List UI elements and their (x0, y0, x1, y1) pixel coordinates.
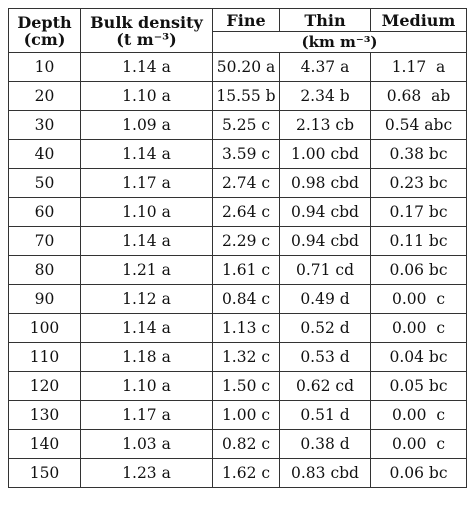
cell-thin: 0.83 cbd (280, 459, 371, 488)
cell-fine: 2.29 c (213, 227, 280, 256)
cell-thin: 0.49 d (280, 285, 371, 314)
cell-fine: 3.59 c (213, 140, 280, 169)
header-depth-unit: (cm) (23, 29, 66, 49)
cell-medium: 0.06 bc (371, 256, 467, 285)
cell-fine: 1.13 c (213, 314, 280, 343)
table-header (9, 9, 467, 53)
cell-depth: 120 (9, 372, 81, 401)
header-fine: Fine (213, 9, 280, 32)
cell-bulk-density: 1.14 a (81, 314, 213, 343)
cell-medium: 0.17 bc (371, 198, 467, 227)
cell-thin: 0.38 d (280, 430, 371, 459)
cell-fine: 2.64 c (213, 198, 280, 227)
cell-medium: 0.00 c (371, 430, 467, 459)
cell-thin: 0.98 cbd (280, 169, 371, 198)
header-thin: Thin (280, 9, 371, 32)
cell-medium: 0.00 c (371, 401, 467, 430)
cell-depth: 60 (9, 198, 81, 227)
cell-medium: 0.54 abc (371, 111, 467, 140)
cell-depth: 90 (9, 285, 81, 314)
cell-fine: 1.32 c (213, 343, 280, 372)
table-row (9, 372, 467, 401)
cell-depth: 110 (9, 343, 81, 372)
cell-medium: 0.00 c (371, 285, 467, 314)
cell-bulk-density: 1.09 a (81, 111, 213, 140)
header-bulk-density (81, 9, 213, 53)
table-row (9, 430, 467, 459)
cell-bulk-density: 1.21 a (81, 256, 213, 285)
table-row (9, 401, 467, 430)
cell-bulk-density: 1.14 a (81, 53, 213, 82)
cell-medium: 0.68 ab (371, 82, 467, 111)
table-row (9, 256, 467, 285)
data-table (8, 8, 467, 488)
table-body (9, 53, 467, 488)
cell-medium: 0.38 bc (371, 140, 467, 169)
cell-thin: 2.34 b (280, 82, 371, 111)
cell-thin: 0.94 cbd (280, 198, 371, 227)
header-root-unit: (km m⁻³) (213, 32, 467, 53)
cell-fine: 15.55 b (213, 82, 280, 111)
cell-fine: 50.20 a (213, 53, 280, 82)
cell-medium: 0.05 bc (371, 372, 467, 401)
header-depth (9, 9, 81, 53)
cell-fine: 0.82 c (213, 430, 280, 459)
cell-depth: 70 (9, 227, 81, 256)
cell-bulk-density: 1.10 a (81, 372, 213, 401)
table-row (9, 140, 467, 169)
cell-fine: 1.61 c (213, 256, 280, 285)
cell-thin: 2.13 cb (280, 111, 371, 140)
cell-thin: 1.00 cbd (280, 140, 371, 169)
cell-bulk-density: 1.12 a (81, 285, 213, 314)
cell-thin: 0.51 d (280, 401, 371, 430)
cell-medium: 0.00 c (371, 314, 467, 343)
cell-medium: 0.11 bc (371, 227, 467, 256)
cell-medium: 1.17 a (371, 53, 467, 82)
cell-bulk-density: 1.17 a (81, 401, 213, 430)
table-row (9, 343, 467, 372)
cell-thin: 4.37 a (280, 53, 371, 82)
cell-depth: 130 (9, 401, 81, 430)
cell-thin: 0.71 cd (280, 256, 371, 285)
cell-bulk-density: 1.18 a (81, 343, 213, 372)
cell-thin: 0.62 cd (280, 372, 371, 401)
cell-bulk-density: 1.14 a (81, 227, 213, 256)
cell-bulk-density: 1.10 a (81, 198, 213, 227)
cell-medium: 0.23 bc (371, 169, 467, 198)
header-medium: Medium (371, 9, 467, 32)
table-row (9, 111, 467, 140)
cell-depth: 100 (9, 314, 81, 343)
cell-fine: 1.50 c (213, 372, 280, 401)
cell-depth: 140 (9, 430, 81, 459)
cell-thin: 0.52 d (280, 314, 371, 343)
cell-fine: 0.84 c (213, 285, 280, 314)
table-row (9, 227, 467, 256)
cell-depth: 20 (9, 82, 81, 111)
cell-depth: 80 (9, 256, 81, 285)
cell-bulk-density: 1.14 a (81, 140, 213, 169)
header-bulk-density-label: Bulk density (90, 12, 203, 32)
table-container (8, 8, 467, 488)
cell-depth: 40 (9, 140, 81, 169)
table-row (9, 314, 467, 343)
cell-depth: 10 (9, 53, 81, 82)
cell-bulk-density: 1.03 a (81, 430, 213, 459)
table-row (9, 82, 467, 111)
cell-fine: 1.00 c (213, 401, 280, 430)
cell-bulk-density: 1.23 a (81, 459, 213, 488)
cell-thin: 0.94 cbd (280, 227, 371, 256)
cell-fine: 5.25 c (213, 111, 280, 140)
header-depth-label: Depth (17, 12, 72, 32)
cell-depth: 50 (9, 169, 81, 198)
cell-fine: 1.62 c (213, 459, 280, 488)
table-row (9, 285, 467, 314)
header-bulk-density-unit: (t m⁻³) (116, 29, 177, 49)
cell-medium: 0.06 bc (371, 459, 467, 488)
table-row (9, 53, 467, 82)
cell-fine: 2.74 c (213, 169, 280, 198)
cell-medium: 0.04 bc (371, 343, 467, 372)
table-row (9, 459, 467, 488)
cell-depth: 150 (9, 459, 81, 488)
cell-bulk-density: 1.10 a (81, 82, 213, 111)
table-row (9, 169, 467, 198)
cell-bulk-density: 1.17 a (81, 169, 213, 198)
cell-depth: 30 (9, 111, 81, 140)
cell-thin: 0.53 d (280, 343, 371, 372)
table-row (9, 198, 467, 227)
